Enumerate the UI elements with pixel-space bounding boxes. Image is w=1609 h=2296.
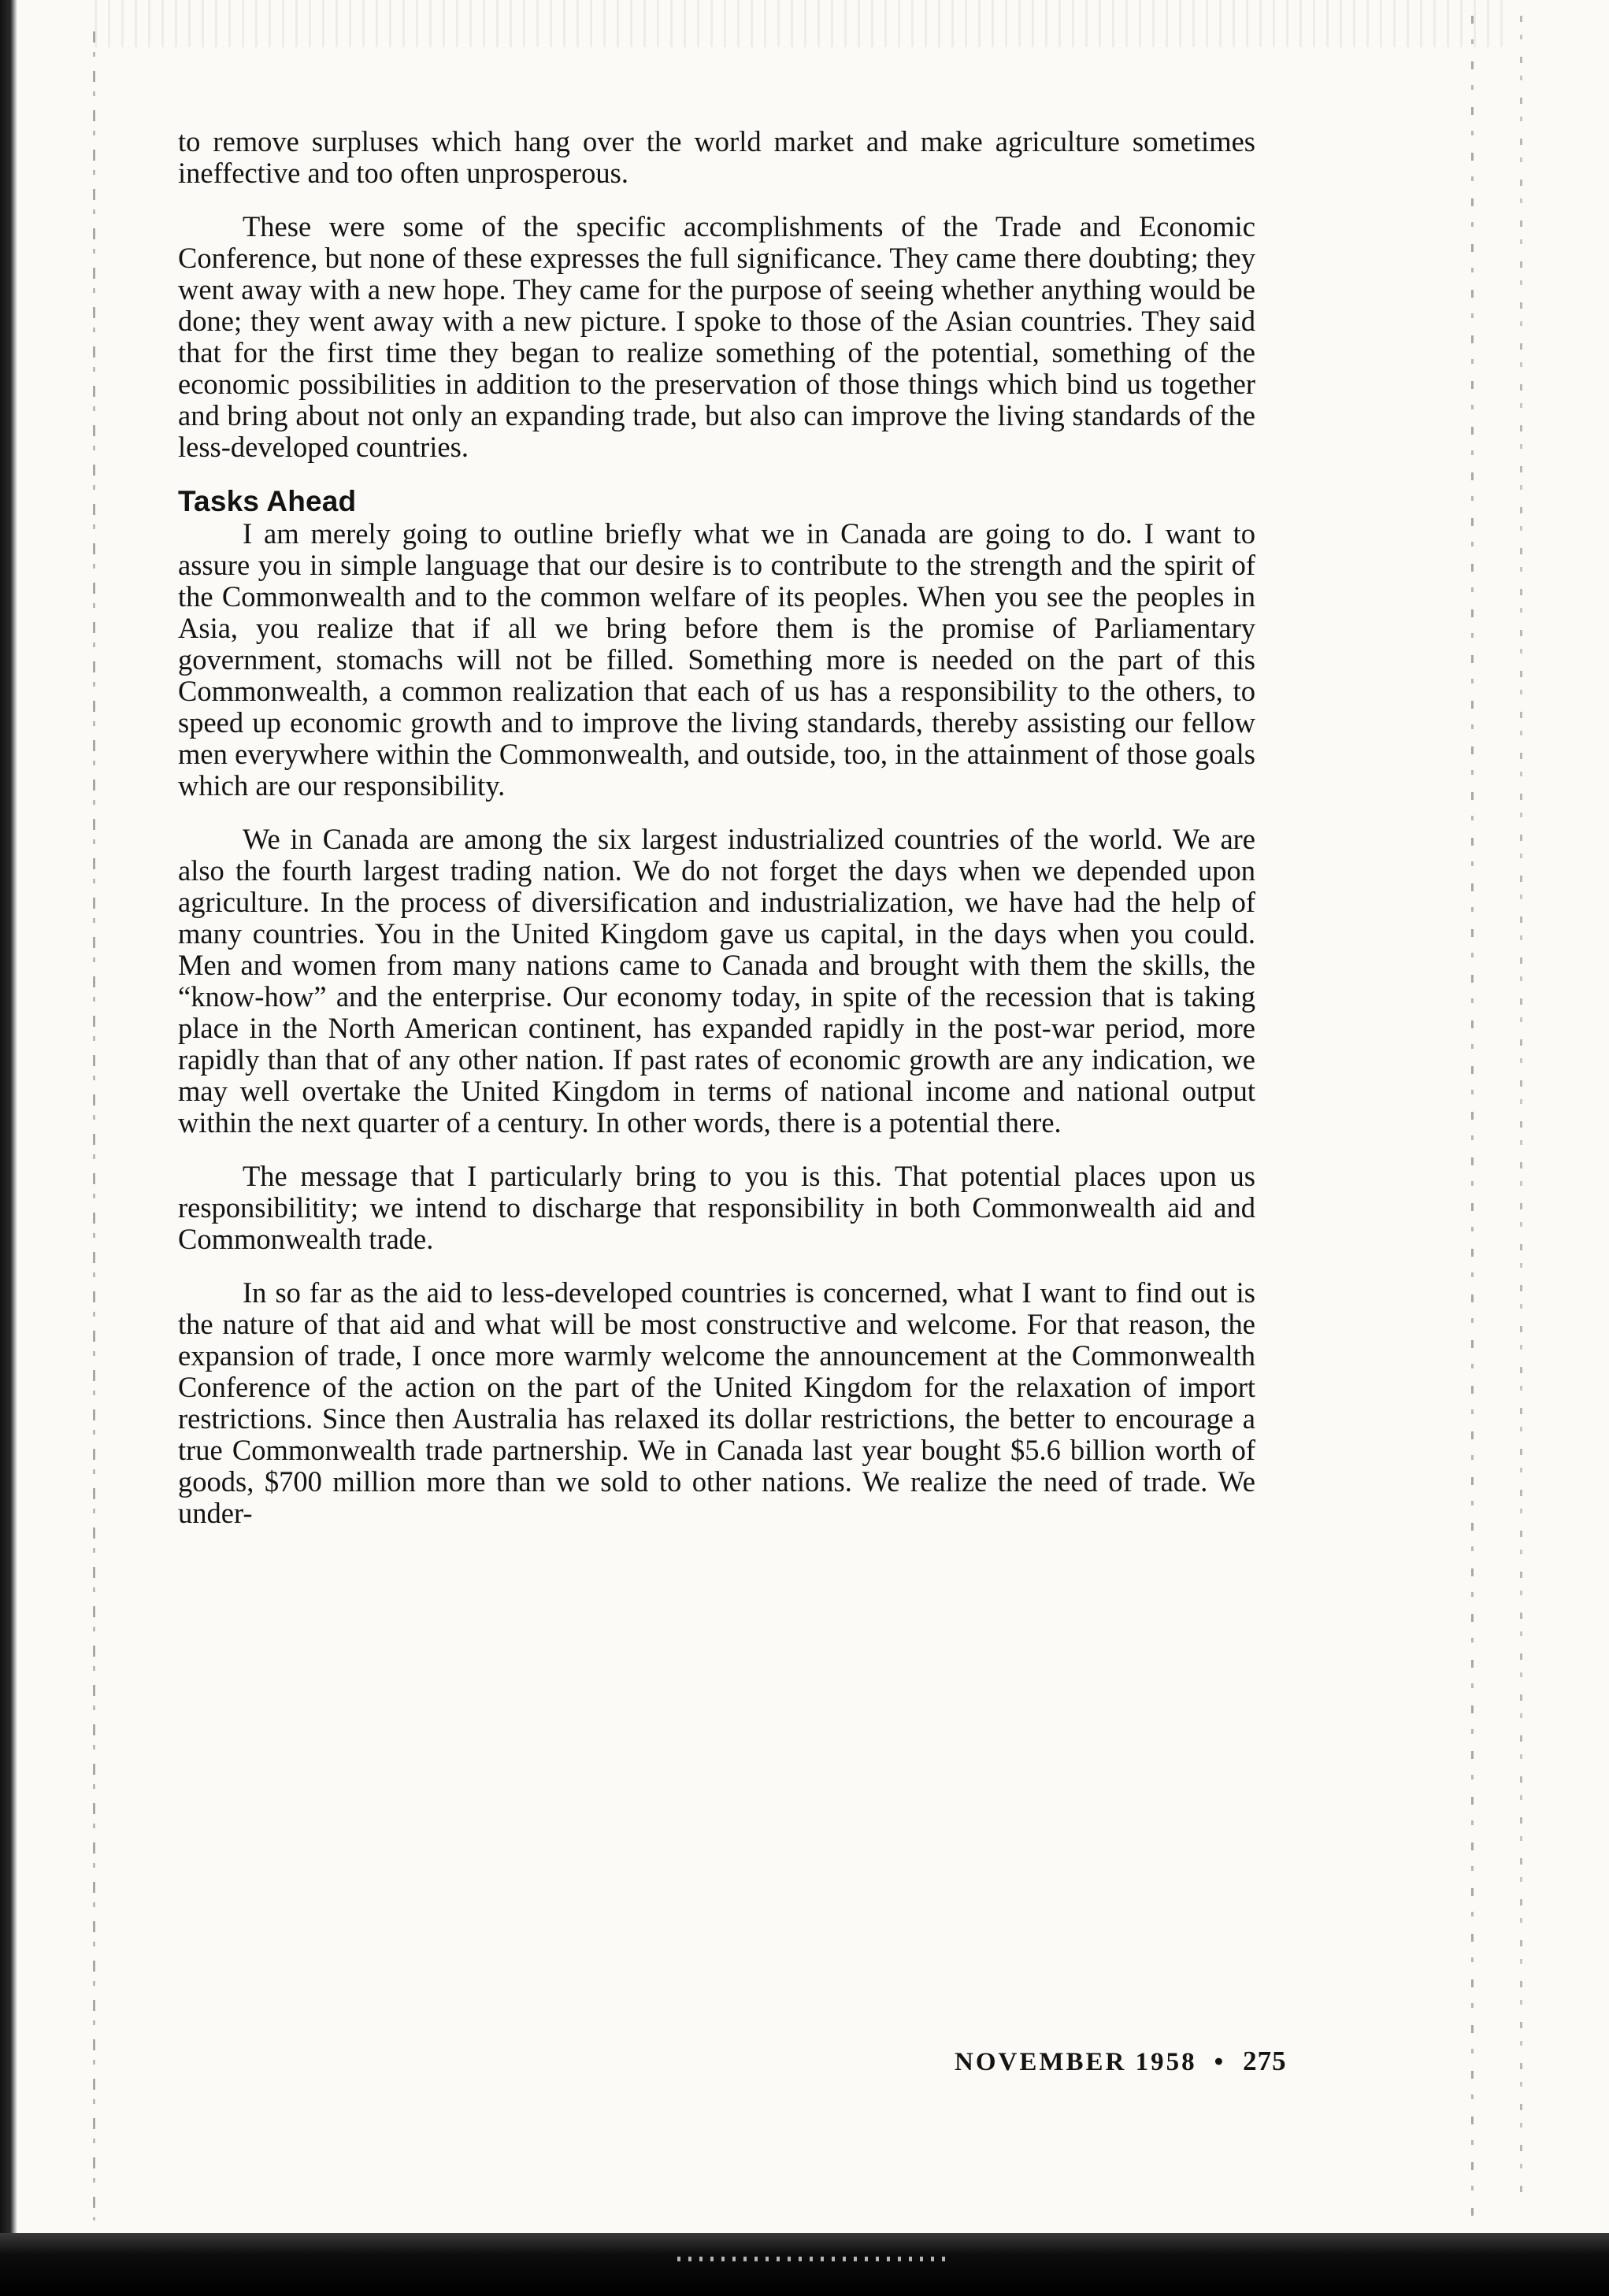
- paragraph: We in Canada are among the six largest industrialized countries of the world. We are also the fourth largest trading nation. We do not forget the days when we depended upon agriculture. In the process of diversification and industrialization, we have had the help of many countries. You in the United Kingdom gave us capital, in the days when you could. Men and women from many nations came to Canada and brought with them the skills, the “know-how” and the enterprise. Our economy today, in spite of the recession that is taking place in the North American continent, has expanded rapidly in the post-war period, more rapidly than that of any other nation. If past rates of economic growth are any indication, we may well overtake the United Kingdom in terms of national income and national output within the next quarter of a century. In other words, there is a potential there.: [178, 823, 1255, 1139]
- paragraph-continued: to remove surpluses which hang over the world market and make agriculture sometimes ineffective and too often unprosperous.: [178, 125, 1255, 189]
- paragraph: These were some of the specific accomplishments of the Trade and Economic Conference, but none of these expresses the full significance. They came there doubting; they went away with a new hope. They came for the purpose of seeing whether anything would be done; they went away with a new picture. I spoke to those of the Asian countries. They said that for the first time they began to realize something of the potential, something of the economic possibilities in addition to the preservation of those things which bind us together and bring about not only an expanding trade, but also can improve the living standards of the less-developed countries.: [178, 210, 1255, 463]
- scan-edge-left: [0, 0, 17, 2296]
- scan-edge-bottom: [0, 2233, 1609, 2296]
- paragraph: I am merely going to outline briefly what we in Canada are going to do. I want to assure you in simple language that our desire is to contribute to the strength and the spirit of the Commonwealth and to the common welfare of its peoples. When you see the peoples in Asia, you realize that if all we bring before them is the promise of Parliamentary government, stomachs will not be filled. Something more is needed on the part of this Commonwealth, a common realization that each of us has a responsibility to the others, to speed up economic growth and to improve the living standards, thereby assisting our fellow men everywhere within the Commonwealth, and outside, too, in the attainment of those goals which are our responsibility.: [178, 517, 1255, 802]
- footer-separator: •: [1214, 2048, 1226, 2076]
- section-heading: Tasks Ahead: [178, 485, 357, 517]
- scan-noise-bottom: [677, 2257, 945, 2261]
- page-number: 275: [1243, 2046, 1287, 2076]
- scan-margin-mark-right: [1471, 16, 1474, 2220]
- paragraph: In so far as the aid to less-developed countries is concerned, what I want to find out is the nature of that aid and what will be most constructive and welcome. For that reason, the expansion of trade, I once more warmly welcome the announcement at the Commonwealth Conference of the action on the part of the United Kingdom for the relaxation of import restrictions. Since then Australia has relaxed its dollar restrictions, the better to encourage a true Commonwealth trade partnership. We in Canada last year bought $5.6 billion worth of goods, $700 million more than we sold to other nations. We realize the need of trade. We under-: [178, 1276, 1255, 1529]
- scan-noise-top: [95, 0, 1512, 47]
- scan-margin-mark-left: [93, 31, 95, 2220]
- article-body: [178, 126, 1255, 1551]
- page-footer: [955, 2046, 1287, 2077]
- scan-margin-mark-right-outer: [1520, 16, 1522, 2205]
- paragraph: The message that I particularly bring to you is this. That potential places upon us responsibilitity; we intend to discharge that responsibility in both Commonwealth aid and Commonwealth trade.: [178, 1160, 1255, 1255]
- issue-date: NOVEMBER 1958: [955, 2048, 1197, 2076]
